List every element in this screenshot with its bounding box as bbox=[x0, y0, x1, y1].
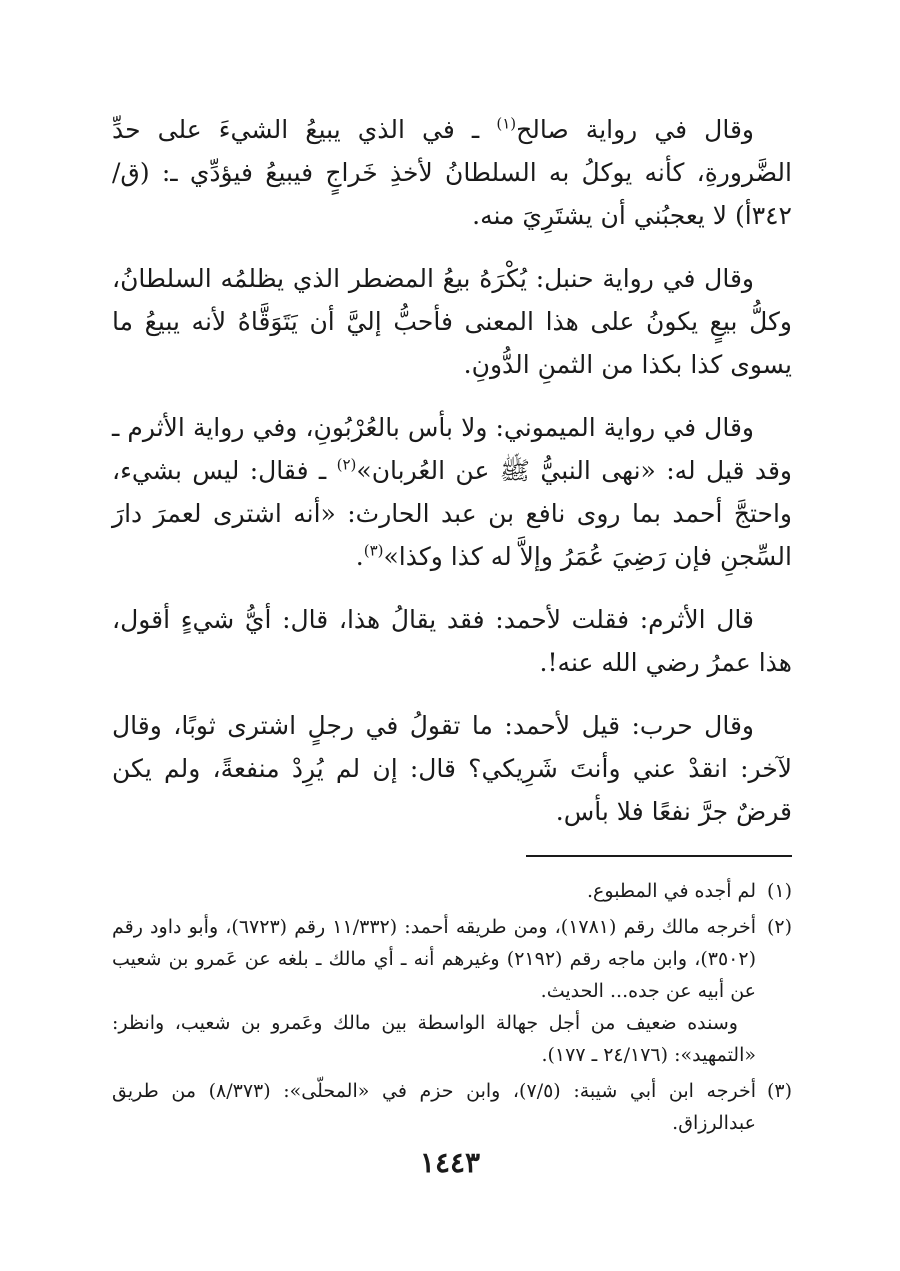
footnote-body bbox=[112, 1075, 756, 1139]
footnote-extra-text: وسنده ضعيف من أجل جهالة الواسطة بين مالك وعَمرو بن شعيب، وانظر: «التمهيد»: (٢٤/١٧٦ ـ ١٧٧). bbox=[112, 1012, 756, 1066]
footnote-body bbox=[112, 875, 756, 907]
paragraph-text: وقال في رواية الميموني: ولا بأس بالعُرْبُونِ، وفي رواية الأثرم ـ وقد قيل له: «نهى النبيُّ ﷺ عن العُربان» bbox=[112, 413, 793, 485]
footnote-text: لم أجده في المطبوع. bbox=[587, 880, 756, 902]
footnote-separator bbox=[526, 855, 792, 857]
footnote-number: (١) bbox=[766, 880, 792, 902]
footnote-text: أخرجه مالك رقم (١٧٨١)، ومن طريقه أحمد: (١١/٣٣٢ رقم (٦٧٢٣)، وأبو داود رقم (٣٥٠٢)، وابن ماجه رقم (٢١٩٢) وغيرهم أنه ـ أي مالك ـ بلغه عن عَمرو بن شعيب عن أبيه عن جده... الحديث. bbox=[112, 916, 756, 1002]
paragraph-athram bbox=[112, 598, 792, 684]
paragraph-saleh bbox=[112, 108, 792, 237]
paragraph-text: قال الأثرم: فقلت لأحمد: فقد يقالُ هذا، قال: أيُّ شيءٍ أقول، هذا عمرُ رضي الله عنه!. bbox=[112, 605, 792, 677]
footnote-2 bbox=[112, 911, 792, 1071]
paragraph-text: ـ فقال: ليس بشيء، واحتجَّ أحمد بما روى نافع بن عبد الحارث: «أنه اشترى لعمرَ دارَ السِّجنِ فإن رَضِيَ عُمَرُ وإلاَّ له كذا وكذا» bbox=[112, 456, 792, 571]
footnote-ref-3[interactable]: (٣) bbox=[363, 541, 384, 560]
main-text bbox=[112, 108, 792, 833]
paragraph-text: وقال حرب: قيل لأحمد: ما تقولُ في رجلٍ اشترى ثوبًا، وقال لآخر: انقدْ عني وأنتَ شَرِيكي؟ قال: إن لم يُرِدْ منفعةً، ولم يكن قرضٌ جرَّ نفعًا فلا بأس. bbox=[112, 711, 792, 826]
paragraph-harb bbox=[112, 704, 792, 833]
footnote-number: (٣) bbox=[766, 1080, 792, 1102]
paragraph-hanbal bbox=[112, 257, 792, 386]
footnote-3 bbox=[112, 1075, 792, 1139]
paragraph-maimuni bbox=[112, 406, 792, 578]
page-number: ١٤٤٣ bbox=[419, 1146, 481, 1179]
footnotes bbox=[112, 875, 792, 1139]
paragraph-text: . bbox=[355, 542, 364, 571]
footnote-ref-2[interactable]: (٢) bbox=[336, 455, 357, 474]
footnote-1 bbox=[112, 875, 792, 907]
paragraph-text: ـ في الذي يبيعُ الشيءَ على حدِّ الضَّرورةِ، كأنه يوكلُ به السلطانُ لأخذِ خَراجٍ فيبيعُ فيؤدِّي ـ: (ق/٣٤٢أ) لا يعجبُني أن يشتَرِيَ منه. bbox=[112, 115, 792, 230]
footnote-text: أخرجه ابن أبي شيبة: (٧/٥)، وابن حزم في «المحلّى»: (٨/٣٧٣) من طريق عبدالرزاق. bbox=[112, 1080, 756, 1134]
footnote-body bbox=[112, 911, 756, 1071]
paragraph-text: وقال في رواية صالح bbox=[516, 115, 754, 144]
footnote-ref-1[interactable]: (١) bbox=[496, 114, 517, 133]
paragraph-text: وقال في رواية حنبل: يُكْرَهُ بيعُ المضطر الذي يظلمُه السلطانُ، وكلُّ بيعٍ يكونُ على هذا المعنى فأحبُّ إليَّ أن يَتَوَقَّاهُ لأنه يبيعُ ما يسوى كذا بكذا من الثمنِ الدُّونِ. bbox=[112, 264, 792, 379]
footnote-number: (٢) bbox=[766, 916, 792, 938]
